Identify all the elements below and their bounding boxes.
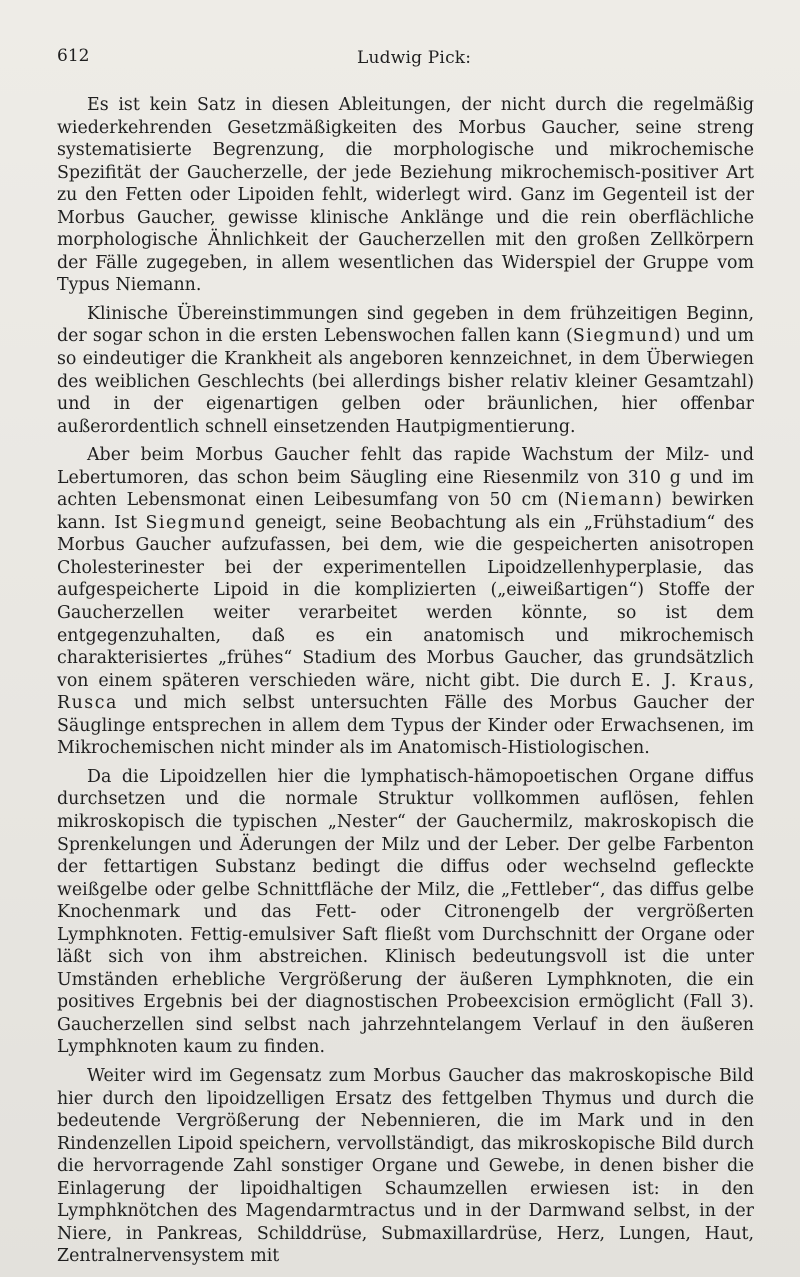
author-name: Niemann: [564, 490, 656, 511]
page-number: 612: [57, 46, 90, 66]
text-segment: Es ist kein Satz in diesen Ableitungen, der nicht durch die regelmäßig wiederkehrenden Gesetzmäßigkeiten des Morbus Gaucher, seine streng systematisierte Begrenzung, die morphologische und mikrochemische Spezifität der Gaucherzelle, der jede Beziehung mikrochemisch-positiver Art zu den Fetten oder Lipoiden fehlt, widerlegt wird. Ganz im Gegenteil ist der Morbus Gaucher, gewisse klinische Anklänge und die rein oberflächliche morphologische Ähnlichkeit der Gaucherzellen mit den großen Zellkörpern der Fälle zugegeben, in allem wesentlichen das Widerspiel der Gruppe vom Typus Niemann.: [57, 95, 754, 296]
text-segment: ) bewirken kann. Ist: [57, 490, 754, 533]
running-head: Ludwig Pick:: [357, 48, 472, 68]
author-name: Rusca: [57, 693, 118, 714]
paragraph-5: [57, 1065, 754, 1268]
text-segment: ) und um so eindeutiger die Krankheit als angeboren kennzeichnet, in dem Überwiegen des weiblichen Geschlechts (bei allerdings bisher relativ kleiner Gesamtzahl) und in der eigenartigen gelben oder bräunlichen, hier offenbar außerordentlich schnell einsetzenden Hautpigmentierung.: [57, 326, 754, 437]
author-name: E. J. Kraus: [631, 670, 749, 691]
text-segment: geneigt, seine Beobachtung als ein „Frühstadium“ des Morbus Gaucher aufzufassen, bei dem, wie die gespeicherten anisotropen Cholesterinester bei der experimentellen Lipoidzellenhyperplasie, das aufgespeicherte Lipoid in die komplizierten („eiweißartigen“) Stoffe der Gaucherzellen weiter verarbeitet werden könnte, so ist dem entgegenzuhalten, daß es ein anatomisch und mikrochemisch charakterisiertes „frühes“ Stadium des Morbus Gaucher, das grundsätzlich von einem späteren verschieden wäre, nicht gibt. Die durch: [57, 512, 754, 691]
paragraph-4: [57, 766, 754, 1059]
paragraph-3: [57, 444, 754, 760]
page-header: [57, 46, 760, 74]
text-segment: Aber beim Morbus Gaucher fehlt das rapide Wachstum der Milz- und Lebertumoren, das schon beim Säugling eine Riesenmilz von 310 g und im achten Lebensmonat einen Leibesumfang von 50 cm (: [57, 445, 754, 511]
author-name: Siegmund: [572, 326, 674, 347]
text-segment: Weiter wird im Gegensatz zum Morbus Gaucher das makroskopische Bild hier durch den lipoidzelligen Ersatz des fettgelben Thymus und durch die bedeutende Vergrößerung der Nebennieren, die im Mark und in den Rindenzellen Lipoid speichern, vervollständigt, das mikroskopische Bild durch die hervorragende Zahl sonstiger Organe und Gewebe, in denen bisher die Einlagerung der lipoidhaltigen Schaumzellen erwiesen ist: in den Lymphknötchen des Magendarmtractus und in der Darmwand selbst, in der Niere, in Pankreas, Schilddrüse, Submaxillardrüse, Herz, Lungen, Haut, Zentralnervensystem mit: [57, 1065, 754, 1267]
text-segment: Da die Lipoidzellen hier die lymphatisch-hämopoetischen Organe diffus durchsetzen und die normale Struktur vollkommen auflösen, fehlen mikroskopisch die typischen „Nester“ der Gauchermilz, makroskopisch die Sprenkelungen und Äderungen der Milz und der Leber. Der gelbe Farbenton der fettartigen Substanz bedingt die diffus oder wechselnd gefleckte weißgelbe oder gelbe Schnittfläche der Milz, die „Fettleber“, das diffus gelbe Knochenmark und das Fett- oder Citronengelb der vergrößerten Lymphknoten. Fettig-emulsiver Saft fließt vom Durchschnitt der Organe oder läßt sich von ihm abstreichen. Klinisch bedeutungsvoll ist die unter Umständen erhebliche Vergrößerung der äußeren Lymphknoten, die ein positives Ergebnis bei der diagnostischen Probeexcision ermöglicht (Fall 3). Gaucherzellen sind selbst nach jahrzehntelangem Verlauf in den äußeren Lymphknoten kaum zu finden.: [57, 766, 754, 1058]
text-segment: und mich selbst untersuchten Fälle des Morbus Gaucher der Säuglinge entsprechen in allem dem Typus der Kinder oder Erwachsenen, im Mikrochemischen nicht minder als im Anatomisch-Histiologischen.: [57, 693, 754, 759]
paragraph-2: [57, 303, 754, 438]
body-text: [57, 94, 754, 1274]
text-segment: Klinische Übereinstimmungen sind gegeben in dem frühzeitigen Beginn, der sogar schon in die ersten Lebenswochen fallen kann (: [57, 303, 754, 347]
text-segment: ,: [748, 670, 754, 691]
author-name: Siegmund: [145, 512, 247, 533]
paragraph-1: [57, 94, 754, 297]
